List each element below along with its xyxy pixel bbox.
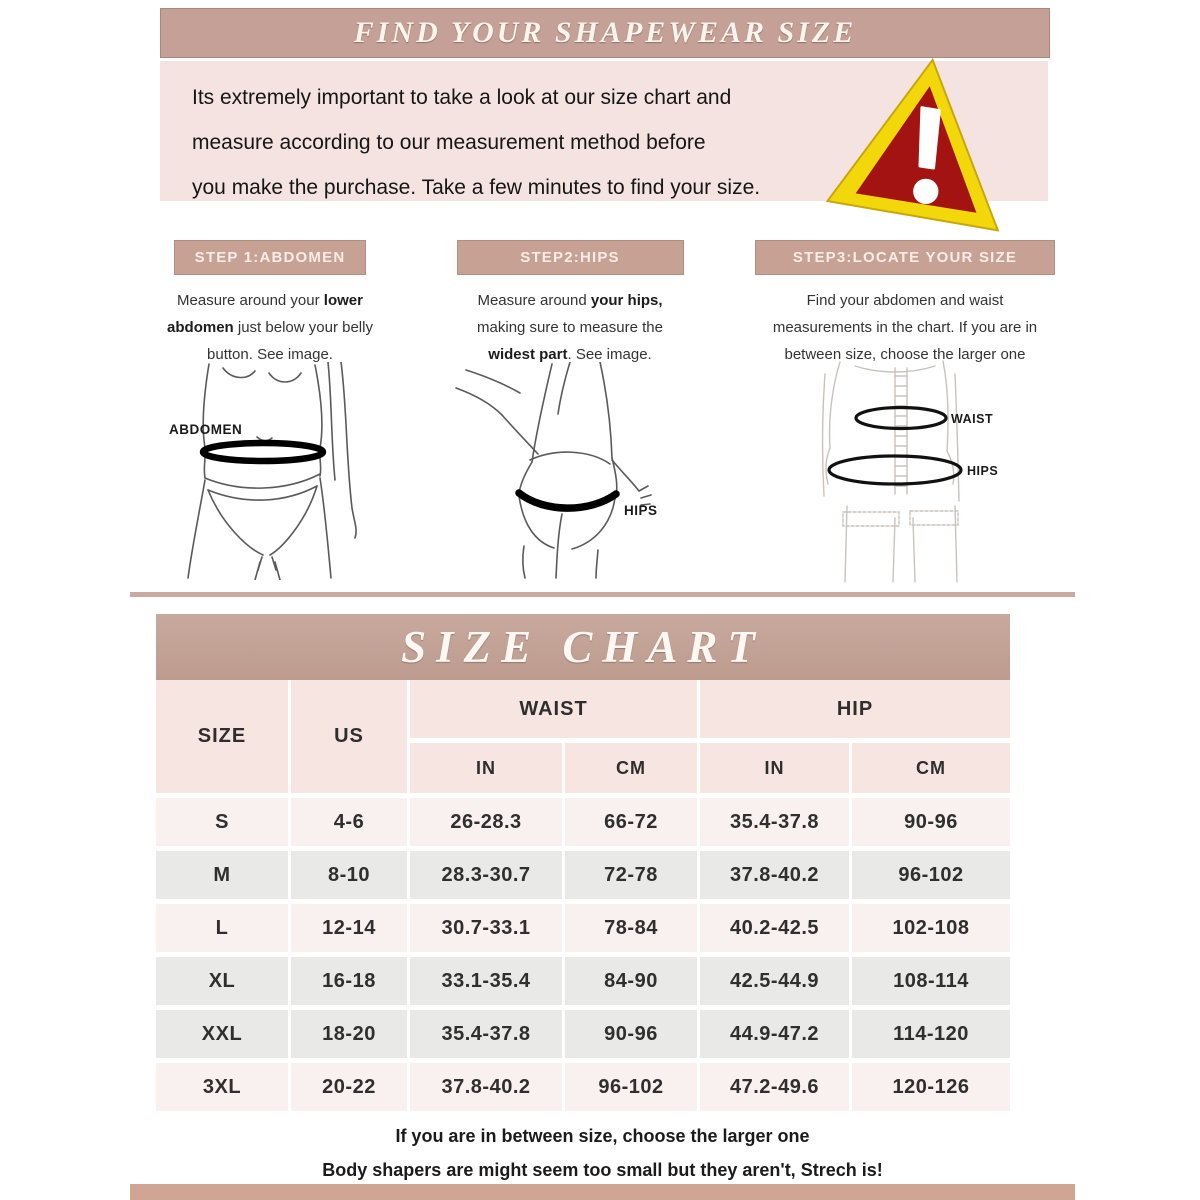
abdomen-figure-label: ABDOMEN — [169, 422, 243, 437]
column-header-hip: HIP — [700, 680, 1010, 738]
column-header-size: SIZE — [156, 680, 288, 793]
step-3 — [755, 240, 1055, 368]
table-cell: 37.8-40.2 — [700, 851, 849, 899]
size-chart-title: SIZE CHART — [401, 622, 765, 672]
size-chart-title-bar — [156, 614, 1010, 680]
table-cell: XL — [156, 957, 288, 1005]
table-cell: 28.3-30.7 — [410, 851, 562, 899]
table-cell: 18-20 — [291, 1010, 407, 1058]
step-2-text: Measure around your hips, making sure to measure the widest part. See image. — [477, 292, 663, 363]
table-cell: 84-90 — [565, 957, 697, 1005]
table-cell: M — [156, 851, 288, 899]
table-cell: 4-6 — [291, 798, 407, 846]
column-header-us: US — [291, 680, 407, 793]
step-1-text: Measure around your lower abdomen just below your belly button. See image. — [167, 292, 373, 363]
intro-line-1: Its extremely important to take a look at our size chart and — [192, 86, 732, 109]
table-cell: 47.2-49.6 — [700, 1063, 849, 1111]
intro-line-3: you make the purchase. Take a few minutes to find your size. — [192, 176, 761, 199]
table-cell: 66-72 — [565, 798, 697, 846]
table-cell: 37.8-40.2 — [410, 1063, 562, 1111]
table-cell: 120-126 — [852, 1063, 1010, 1111]
waist-figure-label: WAIST — [951, 412, 994, 426]
table-cell: 12-14 — [291, 904, 407, 952]
column-header-waist-cm: CM — [565, 743, 697, 793]
table-cell: 16-18 — [291, 957, 407, 1005]
step-1-header: STEP 1:ABDOMEN — [194, 249, 346, 266]
size-chart-divider — [130, 592, 1075, 597]
table-cell: 96-102 — [852, 851, 1010, 899]
hips-figure-label: HIPS — [624, 503, 658, 518]
size-chart-table — [156, 680, 1010, 1111]
step-2-header-bar — [457, 240, 684, 275]
table-cell: 30.7-33.1 — [410, 904, 562, 952]
intro-text — [192, 75, 832, 210]
abdomen-band — [203, 443, 323, 461]
table-cell: 40.2-42.5 — [700, 904, 849, 952]
column-header-hip-cm: CM — [852, 743, 1010, 793]
hips-figure-label-2: HIPS — [967, 464, 999, 478]
step-3-text: Find your abdomen and waist measurements in the chart. If you are in between size, choose the larger one — [772, 292, 1038, 363]
table-cell: 35.4-37.8 — [410, 1010, 562, 1058]
table-cell: 42.5-44.9 — [700, 957, 849, 1005]
column-header-hip-in: IN — [700, 743, 849, 793]
table-cell: 44.9-47.2 — [700, 1010, 849, 1058]
table-cell: 90-96 — [852, 798, 1010, 846]
step-2 — [450, 240, 690, 368]
table-cell: 96-102 — [565, 1063, 697, 1111]
bottom-bar — [130, 1184, 1075, 1200]
table-cell: 3XL — [156, 1063, 288, 1111]
table-cell: S — [156, 798, 288, 846]
step-2-header: STEP2:HIPS — [520, 249, 620, 266]
note-stretch: Body shapers are might seem too small but they aren't, Strech is! — [322, 1160, 883, 1180]
table-cell: L — [156, 904, 288, 952]
table-cell: 35.4-37.8 — [700, 798, 849, 846]
abdomen-measurement-figure — [165, 362, 425, 580]
page-title-bar — [160, 8, 1050, 58]
table-cell: 20-22 — [291, 1063, 407, 1111]
warning-triangle-icon — [818, 57, 1018, 242]
table-cell: 72-78 — [565, 851, 697, 899]
step-3-header: STEP3:LOCATE YOUR SIZE — [792, 249, 1018, 266]
note-between-sizes: If you are in between size, choose the larger one — [395, 1126, 810, 1146]
intro-line-2: measure according to our measurement method before — [192, 131, 706, 154]
hips-band — [519, 493, 616, 508]
table-cell: 90-96 — [565, 1010, 697, 1058]
step-1 — [150, 240, 390, 368]
table-cell: 8-10 — [291, 851, 407, 899]
step-1-header-bar — [174, 240, 366, 275]
hips-measurement-figure — [440, 362, 680, 580]
column-header-waist: WAIST — [410, 680, 697, 738]
table-cell: XXL — [156, 1010, 288, 1058]
column-header-waist-in: IN — [410, 743, 562, 793]
table-cell: 108-114 — [852, 957, 1010, 1005]
table-cell: 102-108 — [852, 904, 1010, 952]
step-3-header-bar — [755, 240, 1055, 275]
table-cell: 33.1-35.4 — [410, 957, 562, 1005]
locate-size-figure — [795, 356, 1055, 584]
page-title: FIND YOUR SHAPEWEAR SIZE — [353, 16, 857, 49]
table-cell: 78-84 — [565, 904, 697, 952]
table-cell: 26-28.3 — [410, 798, 562, 846]
table-cell: 114-120 — [852, 1010, 1010, 1058]
